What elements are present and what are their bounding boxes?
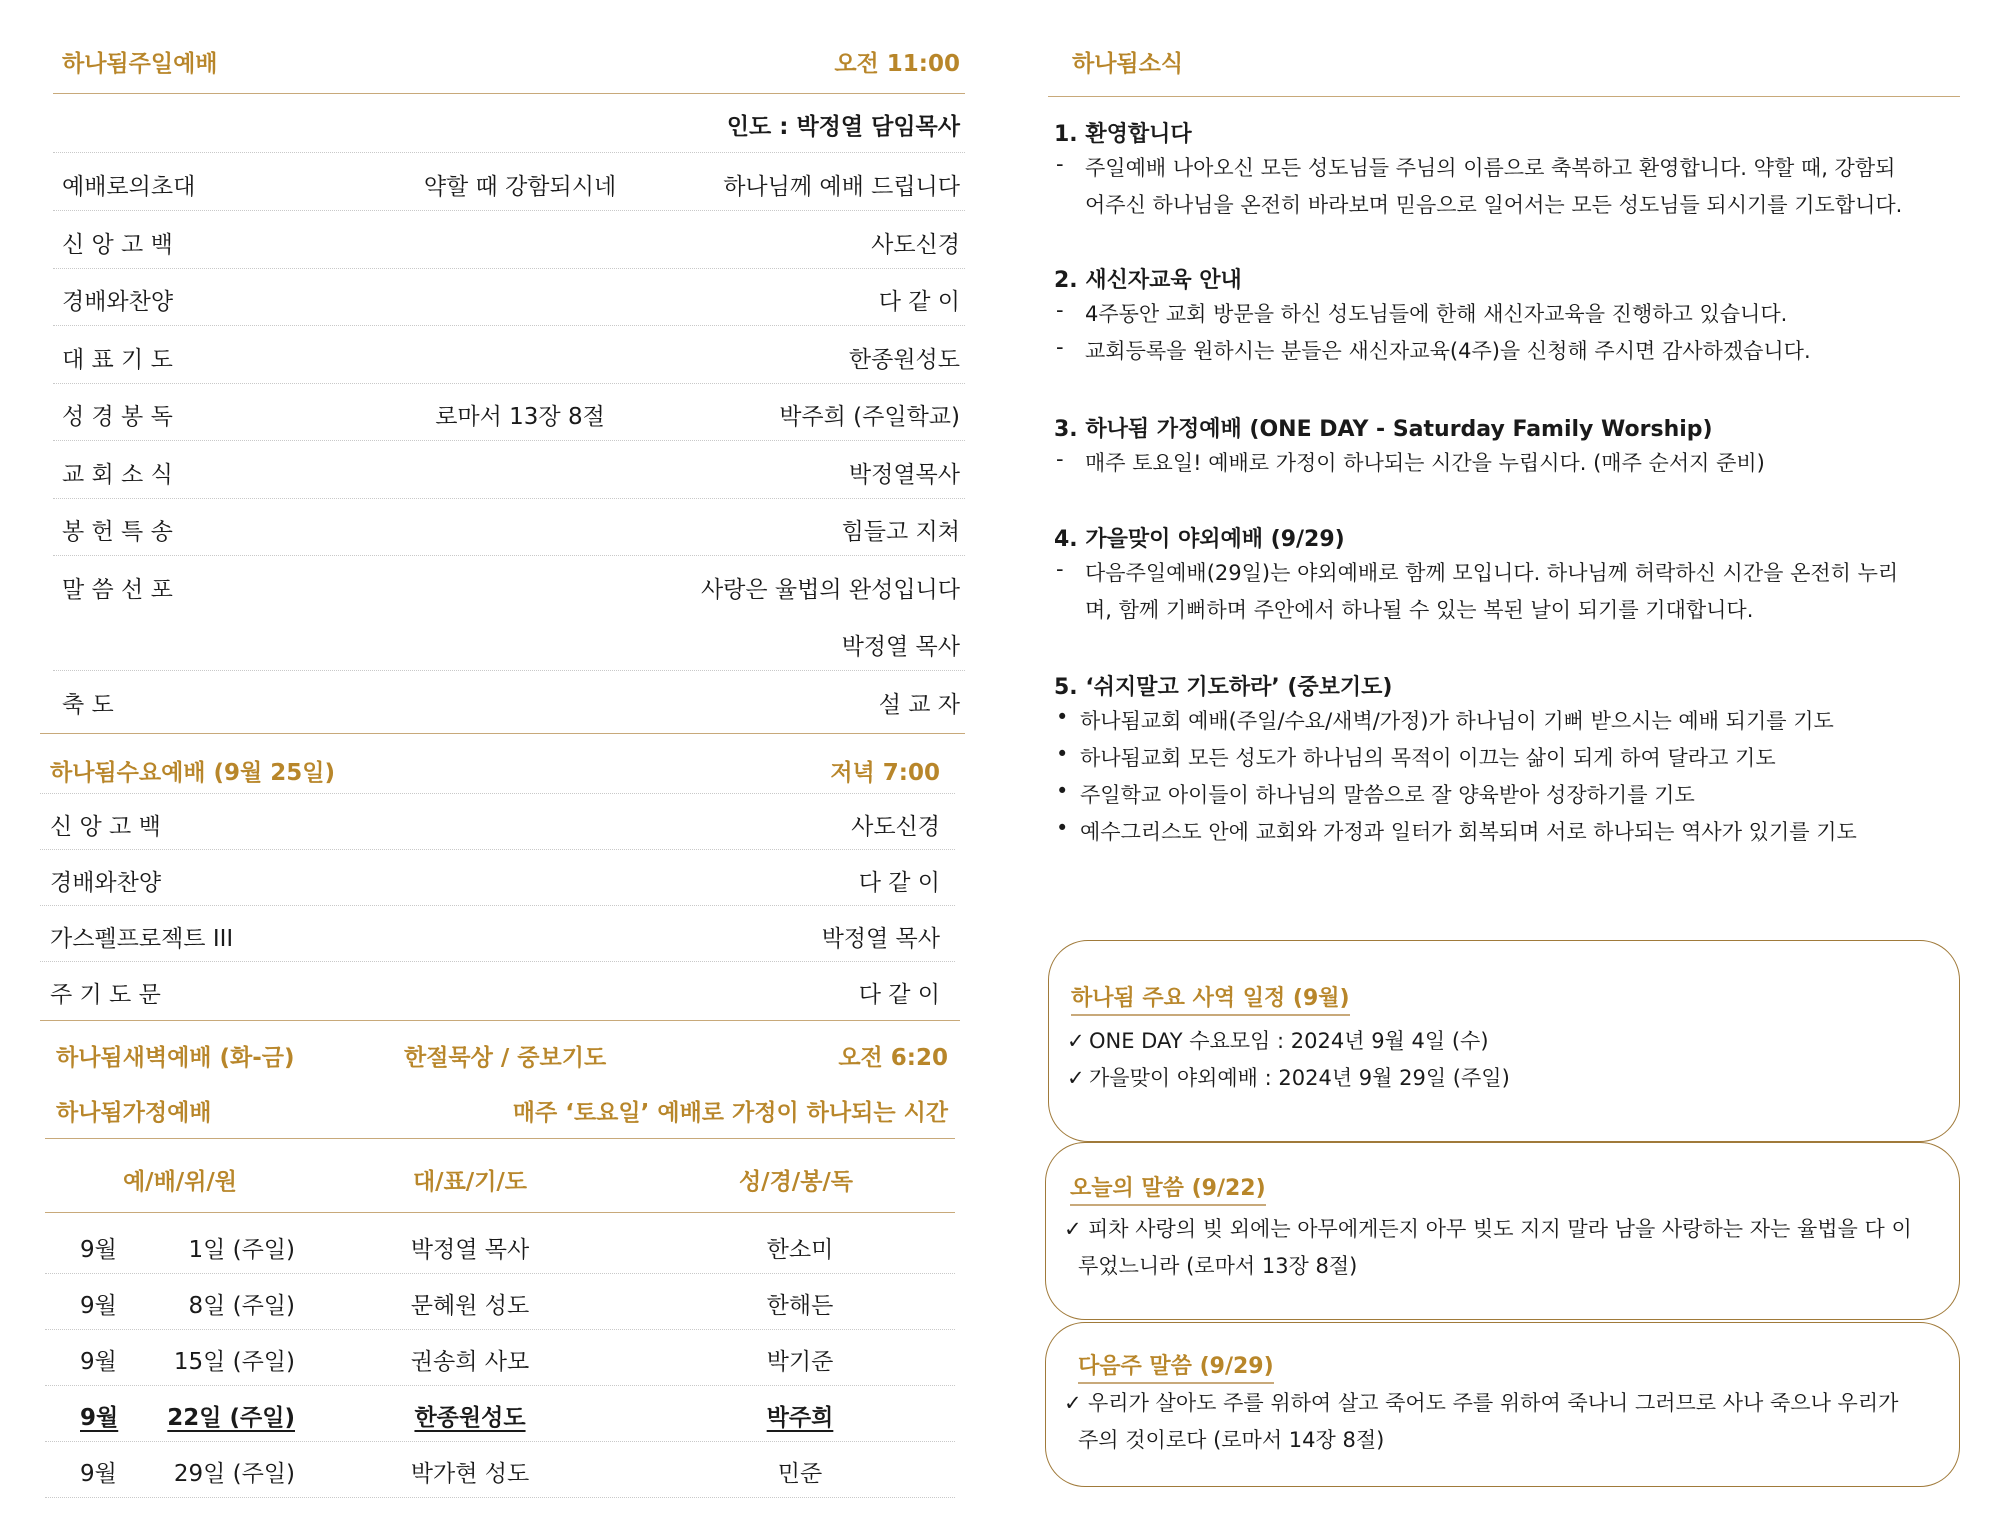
news-line: 주일예배 나아오신 모든 성도님들 주님의 이름으로 축복하고 환영합니다. 약할 때, 강함되 bbox=[1085, 156, 1896, 180]
news-line: 매주 토요일! 예배로 가정이 하나되는 시간을 누립시다. (매주 순서지 준비) bbox=[1085, 451, 1765, 475]
news-line: 주일학교 아이들이 하나님의 말씀으로 잘 양육받아 성장하기를 기도 bbox=[1080, 783, 1695, 807]
news-line: 하나됨교회 예배(주일/수요/새벽/가정)가 하나님이 기뻐 받으시는 예배 되기를 기도 bbox=[1080, 709, 1834, 733]
order-label: 주 기 도 문 bbox=[50, 982, 161, 1008]
order-person: 다 같 이 bbox=[878, 289, 960, 315]
order-label: 성 경 봉 독 bbox=[62, 404, 173, 430]
schedule-header-prayer: 대/표/기/도 bbox=[412, 1169, 528, 1195]
order-detail: 로마서 13장 8절 bbox=[435, 404, 605, 430]
order-person: 다 같 이 bbox=[858, 982, 940, 1008]
order-person: 사랑은 율법의 완성입니다 bbox=[700, 577, 960, 603]
box-text: 루었느니라 (로마서 13장 8절) bbox=[1078, 1254, 1358, 1278]
schedule-header-leader: 예/배/위/원 bbox=[122, 1169, 238, 1195]
news-bullet: - bbox=[1056, 335, 1064, 359]
order-label: 대 표 기 도 bbox=[62, 347, 173, 373]
divider bbox=[53, 210, 965, 211]
schedule-prayer: 박정열 목사 bbox=[410, 1237, 530, 1263]
dawn-time: 오전 6:20 bbox=[838, 1045, 948, 1071]
divider bbox=[53, 152, 965, 153]
news-heading: 5. ‘쉬지말고 기도하라’ (중보기도) bbox=[1054, 675, 1393, 700]
divider bbox=[45, 1212, 955, 1213]
order-person: 사도신경 bbox=[851, 814, 940, 840]
divider bbox=[45, 1441, 955, 1442]
schedule-month: 9월 bbox=[80, 1293, 117, 1319]
schedule-month: 9월 bbox=[80, 1237, 117, 1263]
order-person: 한종원성도 bbox=[848, 347, 960, 373]
news-title: 하나됨소식 bbox=[1072, 51, 1184, 77]
divider bbox=[53, 670, 965, 671]
order-label: 신 앙 고 백 bbox=[62, 232, 173, 258]
divider bbox=[53, 383, 965, 384]
order-person: 다 같 이 bbox=[858, 870, 940, 896]
news-bullet: • bbox=[1056, 742, 1069, 766]
wednesday-time: 저녁 7:00 bbox=[830, 760, 940, 786]
divider bbox=[40, 793, 955, 794]
divider bbox=[40, 733, 965, 734]
schedule-month: 9월 bbox=[80, 1405, 119, 1431]
news-heading: 2. 새신자교육 안내 bbox=[1054, 268, 1242, 293]
divider bbox=[45, 1385, 955, 1386]
box-text: 주의 것이로다 (로마서 14장 8절) bbox=[1078, 1428, 1385, 1452]
schedule-prayer: 한종원성도 bbox=[414, 1405, 526, 1431]
news-heading: 4. 가을맞이 야외예배 (9/29) bbox=[1054, 527, 1345, 552]
news-bullet: - bbox=[1056, 447, 1064, 471]
divider bbox=[40, 1020, 960, 1021]
schedule-date: 8일 (주일) bbox=[188, 1293, 295, 1319]
sunday-title: 하나됨주일예배 bbox=[62, 51, 218, 77]
order-person: 힘들고 지쳐 bbox=[841, 519, 960, 545]
check-icon: ✓ bbox=[1067, 1066, 1085, 1090]
divider bbox=[45, 1497, 955, 1498]
divider bbox=[53, 555, 965, 556]
box-text: 우리가 살아도 주를 위하여 살고 죽어도 주를 위하여 죽나니 그러므로 사나 죽으나 우리가 bbox=[1088, 1391, 1899, 1415]
order-person: 박정열 목사 bbox=[841, 634, 960, 660]
divider bbox=[53, 498, 965, 499]
news-line: 교회등록을 원하시는 분들은 새신자교육(4주)을 신청해 주시면 감사하겠습니다. bbox=[1085, 339, 1811, 363]
order-label: 축 도 bbox=[62, 692, 114, 718]
order-person: 박정열목사 bbox=[848, 462, 960, 488]
order-detail: 약할 때 강함되시네 bbox=[423, 174, 617, 200]
news-line: 며, 함께 기뻐하며 주안에서 하나될 수 있는 복된 날이 되기를 기대합니다. bbox=[1085, 598, 1754, 622]
schedule-reader: 한해든 bbox=[766, 1293, 834, 1319]
order-label: 예배로의초대 bbox=[62, 174, 196, 200]
schedule-reader: 민준 bbox=[777, 1461, 823, 1487]
check-icon: ✓ bbox=[1064, 1391, 1082, 1415]
news-line: 4주동안 교회 방문을 하신 성도님들에 한해 새신자교육을 진행하고 있습니다. bbox=[1085, 302, 1788, 326]
news-line: 하나됨교회 모든 성도가 하나님의 목적이 이끄는 삶이 되게 하여 달라고 기도 bbox=[1080, 746, 1776, 770]
schedule-header-reading: 성/경/봉/독 bbox=[738, 1169, 854, 1195]
divider bbox=[53, 93, 965, 94]
news-bullet: - bbox=[1056, 557, 1064, 581]
box-text: 가을맞이 야외예배 : 2024년 9월 29일 (주일) bbox=[1089, 1066, 1510, 1090]
schedule-reader: 박기준 bbox=[766, 1349, 834, 1375]
schedule-reader: 한소미 bbox=[766, 1237, 834, 1263]
today-verse-box bbox=[1045, 1142, 1960, 1320]
sunday-time: 오전 11:00 bbox=[834, 51, 960, 77]
ministry-schedule-box bbox=[1048, 940, 1960, 1142]
next-verse-box bbox=[1045, 1322, 1960, 1487]
schedule-date: 22일 (주일) bbox=[167, 1405, 295, 1431]
divider bbox=[40, 961, 955, 962]
check-icon: ✓ bbox=[1064, 1217, 1082, 1241]
divider bbox=[53, 325, 965, 326]
wednesday-title: 하나됨수요예배 (9월 25일) bbox=[50, 760, 336, 786]
family-title: 하나됨가정예배 bbox=[56, 1100, 212, 1126]
order-person: 박정열 목사 bbox=[821, 926, 940, 952]
news-bullet: • bbox=[1056, 816, 1069, 840]
dawn-title: 하나됨새벽예배 (화-금) bbox=[56, 1045, 295, 1071]
news-bullet: - bbox=[1056, 152, 1064, 176]
box-text: 피차 사랑의 빚 외에는 아무에게든지 아무 빚도 지지 말라 남을 사랑하는 자는 율법을 다 이 bbox=[1088, 1217, 1912, 1241]
schedule-date: 1일 (주일) bbox=[188, 1237, 295, 1263]
order-label: 말 씀 선 포 bbox=[62, 577, 173, 603]
divider bbox=[45, 1138, 955, 1139]
news-bullet: - bbox=[1056, 298, 1064, 322]
schedule-month: 9월 bbox=[80, 1461, 117, 1487]
divider bbox=[40, 849, 955, 850]
order-person: 박주희 (주일학교) bbox=[779, 404, 960, 430]
divider bbox=[45, 1273, 955, 1274]
schedule-prayer: 박가현 성도 bbox=[410, 1461, 530, 1487]
schedule-date: 29일 (주일) bbox=[173, 1461, 295, 1487]
news-bullet: • bbox=[1056, 705, 1069, 729]
dawn-subtitle: 한절묵상 / 중보기도 bbox=[404, 1045, 607, 1071]
schedule-date: 15일 (주일) bbox=[173, 1349, 295, 1375]
order-label: 경배와찬양 bbox=[50, 870, 162, 896]
box-text: ONE DAY 수요모임 : 2024년 9월 4일 (수) bbox=[1089, 1029, 1489, 1053]
order-label: 교 회 소 식 bbox=[62, 462, 173, 488]
schedule-prayer: 문혜원 성도 bbox=[410, 1293, 530, 1319]
sunday-leader: 인도 : 박정열 담임목사 bbox=[726, 114, 960, 140]
news-line: 예수그리스도 안에 교회와 가정과 일터가 회복되며 서로 하나되는 역사가 있기를 기도 bbox=[1080, 820, 1857, 844]
news-heading: 1. 환영합니다 bbox=[1054, 122, 1192, 147]
today-verse-title: 오늘의 말씀 (9/22) bbox=[1070, 1171, 1266, 1206]
news-heading: 3. 하나됨 가정예배 (ONE DAY - Saturday Family Worship) bbox=[1054, 417, 1713, 442]
check-icon: ✓ bbox=[1067, 1029, 1085, 1053]
divider bbox=[53, 268, 965, 269]
schedule-month: 9월 bbox=[80, 1349, 117, 1375]
order-person: 하나님께 예배 드립니다 bbox=[723, 174, 960, 200]
divider bbox=[40, 905, 955, 906]
schedule-reader: 박주희 bbox=[766, 1405, 834, 1431]
order-person: 설 교 자 bbox=[878, 692, 960, 718]
family-desc: 매주 ‘토요일’ 예배로 가정이 하나되는 시간 bbox=[512, 1100, 948, 1126]
order-label: 가스펠프로젝트 III bbox=[50, 926, 234, 952]
news-line: 어주신 하나님을 온전히 바라보며 믿음으로 일어서는 모든 성도님들 되시기를 기도합니다. bbox=[1085, 193, 1903, 217]
order-person: 사도신경 bbox=[871, 232, 960, 258]
news-line: 다음주일예배(29일)는 야외예배로 함께 모입니다. 하나님께 허락하신 시간을 온전히 누리 bbox=[1085, 561, 1899, 585]
divider bbox=[1048, 96, 1960, 97]
news-bullet: • bbox=[1056, 779, 1069, 803]
ministry-schedule-title: 하나됨 주요 사역 일정 (9월) bbox=[1071, 981, 1350, 1016]
order-label: 경배와찬양 bbox=[62, 289, 174, 315]
divider bbox=[45, 1329, 955, 1330]
order-label: 신 앙 고 백 bbox=[50, 814, 161, 840]
next-verse-title: 다음주 말씀 (9/29) bbox=[1078, 1349, 1274, 1384]
order-label: 봉 헌 특 송 bbox=[62, 519, 173, 545]
divider bbox=[53, 440, 965, 441]
schedule-prayer: 권송희 사모 bbox=[410, 1349, 530, 1375]
